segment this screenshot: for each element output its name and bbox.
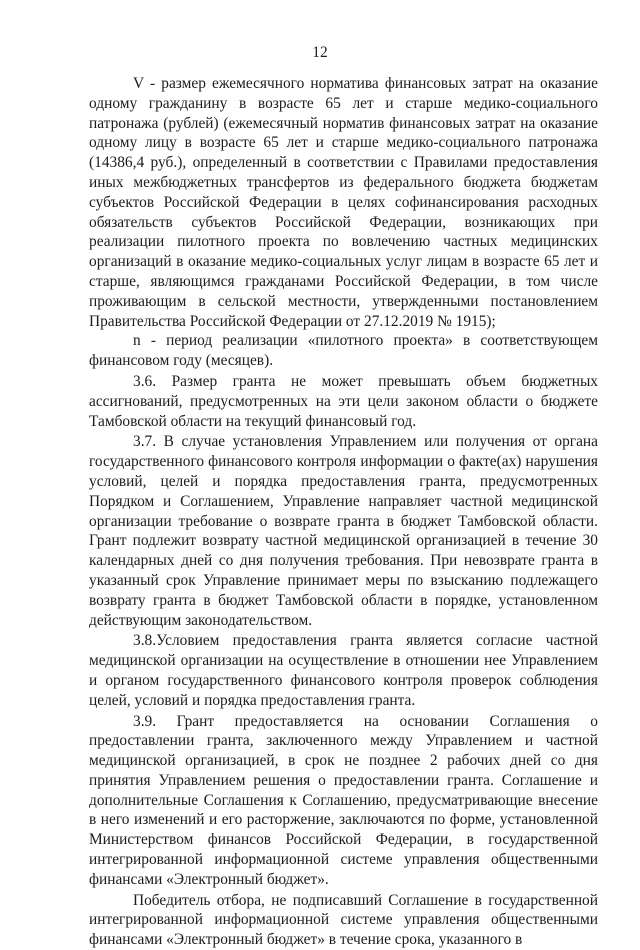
- paragraph-winner: Победитель отбора, не подписавший Соглашение в государственной интегрированной информационной системе управления общественными финансами «Электронный бюджет» в течение срока, указанного в: [89, 891, 598, 949]
- paragraph-n-definition: n - период реализации «пилотного проекта» в соответствующем финансовом году (месяцев).: [89, 332, 598, 370]
- paragraph-3-9: 3.9. Грант предоставляется на основании Соглашения о предоставлении гранта, заключенного между Управлением и частной медицинской организацией, в срок не позднее 2 рабочих дней со дня принятия Управлением решения о предоставлении гранта. Соглашение и дополнительные Соглашения к Соглашению, предусматривающие внесение в него изменений и его расторжение, заключаются по форме, установленной Министерством финансов Российской Федерации, в государственной интегрированной информационной системе управления общественными финансами «Электронный бюджет».: [89, 712, 598, 888]
- paragraph-v-definition: V - размер ежемесячного норматива финансовых затрат на оказание одному гражданину в возрасте 65 лет и старше медико-социального патронажа (рублей) (ежемесячный норматив финансовых затрат на оказание одному лицу в возрасте 65 лет и старше медико-социального патронажа (14386,4 руб.), определенный в соответствии с Правилами предоставления иных межбюджетных трансфертов из федерального бюджета бюджетам субъектов Российской Федерации в целях софинансирования расходных обязательств субъектов Российской Федерации, возникающих при реализации пилотного проекта по вовлечению частных медицинских организаций в оказание медико-социальных услуг лицам в возрасте 65 лет и старше, являющимся гражданами Российской Федерации, в том числе проживающим в сельской местности, утвержденными постановлением Правительства Российской Федерации от 27.12.2019 № 1915);: [89, 75, 598, 330]
- page-number: 12: [312, 44, 328, 61]
- paragraph-3-6: 3.6. Размер гранта не может превышать объем бюджетных ассигнований, предусмотренных на эти цели законом области о бюджете Тамбовской области на текущий финансовый год.: [89, 372, 598, 430]
- paragraph-3-8: 3.8.Условием предоставления гранта является согласие частной медицинской организации на осуществление в отношении нее Управлением и органом государственного финансового контроля проверок соблюдения целей, условий и порядка предоставления гранта.: [89, 632, 598, 709]
- paragraph-3-7: 3.7. В случае установления Управлением или получения от органа государственного финансового контроля информации о факте(ах) нарушения условий, целей и порядка предоставления гранта, предусмотренных Порядком и Соглашением, Управление направляет частной медицинской организации требование о возврате гранта в бюджет Тамбовской области. Грант подлежит возврату частной медицинской организацией в течение 30 календарных дней со дня получения требования. При невозврате гранта в указанный срок Управление принимает меры по взысканию подлежащего возврату гранта в бюджет Тамбовской области в порядке, установленном действующим законодательством.: [89, 433, 598, 629]
